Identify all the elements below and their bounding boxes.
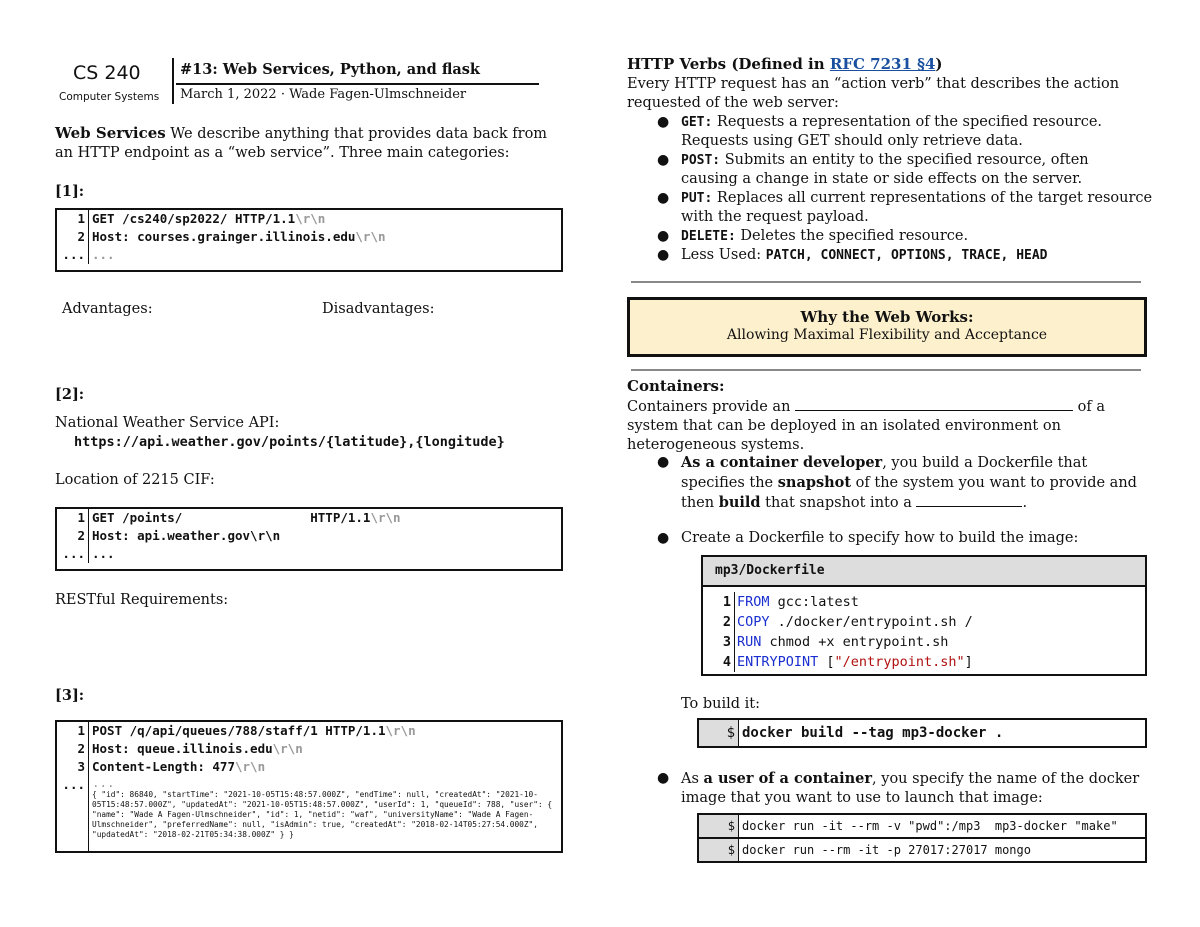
- disadvantages-label: Disadvantages:: [322, 301, 435, 317]
- code-ellipsis: ...: [92, 775, 115, 790]
- code-line: 4 ENTRYPOINT ["/entrypoint.sh"]: [703, 652, 1145, 672]
- location-label: Location of 2215 CIF:: [55, 472, 215, 488]
- code-text: GET /points/ HTTP/1.1: [92, 510, 371, 525]
- container-developer-item: ● As a container developer, you build a Dockerfile that specifies the snapshot of the system you want to provide and then build that snapshot into a .: [657, 454, 1137, 511]
- nws-url: https://api.weather.gov/points/{latitude},{longitude}: [74, 434, 505, 450]
- code-text: Host: api.weather.gov\r\n: [92, 528, 281, 543]
- crlf: \r\n: [272, 741, 303, 756]
- run-command-box-2: [697, 837, 1147, 863]
- why-title: Why the Web Works:: [800, 308, 974, 326]
- header-rule: [176, 83, 539, 85]
- line-number: ...: [57, 246, 89, 264]
- verb-keyword: PUT:: [681, 191, 713, 206]
- code-line: [57, 509, 561, 527]
- code-text: GET /cs240/sp2022/ HTTP/1.1: [92, 211, 296, 226]
- crlf: \r\n: [385, 723, 416, 738]
- verb-item-put: ● PUT: Replaces all current representations of the target resource with the request payload.: [657, 190, 1153, 225]
- code-line: [57, 545, 561, 563]
- containers-line3: heterogeneous systems.: [627, 437, 805, 453]
- json-body: { "id": 86840, "startTime": "2021-10-05T15:48:57.000Z", "endTime": null, "createdAt": "2021-10-05T15:48:57.000Z", "updatedAt": "2021-10-05T15:48:57.000Z", "userId": 1, "queueId": 788, "user": { "name": "Wade A Fagen-Ulmschneider", "id": 1, "netid": "waf", "universityName": "Wade A Fagen-Ulmschneider", "preferredName": null, "isAdmin": true, "createdAt": "2018-02-14T05:27:54.000Z", "updatedAt": "2018-02-21T05:34:38.000Z" } }: [92, 790, 553, 839]
- verb-desc: Replaces all current representations of the target resource: [712, 190, 1153, 206]
- intro-line2: an HTTP endpoint as a “web service”. Three main categories:: [55, 145, 510, 161]
- line-number: 2: [57, 527, 89, 545]
- line-number: 2: [57, 740, 89, 758]
- code-text: POST /q/api/queues/788/staff/1 HTTP/1.1: [92, 723, 386, 738]
- line-number: 2: [57, 228, 89, 246]
- http-verbs-heading: HTTP Verbs (Defined in RFC 7231 §4): [627, 55, 943, 73]
- json-body-row: [57, 776, 561, 851]
- to-build-label: To build it:: [681, 696, 761, 712]
- code-block-2: [55, 507, 563, 571]
- code-line: [57, 722, 561, 740]
- section3-label: [3]:: [55, 687, 85, 704]
- verb-desc: Requests using GET should only retrieve data.: [681, 133, 1023, 149]
- code-line: [57, 228, 561, 246]
- line-number: 3: [57, 758, 89, 776]
- verb-desc: with the request payload.: [681, 209, 869, 225]
- verb-keyword: DELETE:: [681, 229, 736, 244]
- code-text: Content-Length: 477: [92, 759, 235, 774]
- code-line: 3 RUN chmod +x entrypoint.sh: [703, 632, 1145, 652]
- http-verbs-list: [655, 113, 1152, 265]
- verb-item-post: ● POST: Submits an entity to the specified resource, often causing a change in state or side effects on the server.: [657, 152, 1089, 187]
- line-number: 1: [703, 592, 735, 612]
- verb-item-less-used: ● Less Used: PATCH, CONNECT, OPTIONS, TRACE, HEAD: [657, 247, 1048, 263]
- build-command: docker build --tag mp3-docker .: [742, 725, 1004, 741]
- verb-keyword: POST:: [681, 153, 721, 168]
- verb-item-get: ● GET: Requests a representation of the specified resource. Requests using GET should only retrieve data.: [657, 114, 1103, 149]
- line-number: ...: [57, 545, 89, 563]
- why-subtitle: Allowing Maximal Flexibility and Acceptance: [726, 327, 1048, 343]
- crlf: \r\n: [235, 759, 266, 774]
- container-user-item: ● As a user of a container, you specify the name of the docker image that you want to use to launch that image:: [657, 770, 1140, 806]
- run-command-1: docker run -it --rm -v "pwd":/mp3 mp3-docker "make": [742, 819, 1118, 833]
- line-number: 1: [57, 210, 89, 228]
- verbs-intro-line1: Every HTTP request has an “action verb” that describes the action: [627, 76, 1120, 92]
- divider: [631, 281, 1141, 283]
- line-number: 1: [57, 722, 89, 740]
- docker-string: "/entrypoint.sh": [834, 654, 965, 670]
- code-line: [57, 246, 561, 264]
- line-number: 4: [703, 652, 735, 672]
- containers-line1: Containers provide an: [627, 399, 796, 415]
- build-command-box: [697, 718, 1147, 748]
- code-text: Host: courses.grainger.illinois.edu: [92, 229, 356, 244]
- code-line: [57, 210, 561, 228]
- verb-desc: causing a change in state or side effects on the server.: [681, 171, 1083, 187]
- container-user-list: [655, 769, 1139, 808]
- shell-prompt: $: [699, 839, 739, 861]
- verb-item-delete: ● DELETE: Deletes the specified resource.: [657, 228, 969, 244]
- verb-keyword: GET:: [681, 115, 713, 130]
- code-line: [57, 740, 561, 758]
- verb-desc: Submits an entity to the specified resource, often: [720, 152, 1089, 168]
- section2-label: [2]:: [55, 386, 85, 403]
- docker-keyword: FROM: [737, 594, 770, 610]
- shell-prompt: $: [699, 815, 739, 837]
- course-code: CS 240: [73, 62, 141, 84]
- line-number: 3: [703, 632, 735, 652]
- containers-intro: Containers: Containers provide an of a system that can be deployed in an isolated environment on heterogeneous systems.: [627, 377, 1105, 453]
- advantages-label: Advantages:: [62, 301, 153, 317]
- crlf: \r\n: [355, 229, 386, 244]
- less-used-verbs: PATCH, CONNECT, OPTIONS, TRACE, HEAD: [765, 248, 1048, 263]
- http-verbs-block: [627, 55, 1119, 113]
- line-number: 2: [703, 612, 735, 632]
- code-ellipsis: ...: [92, 247, 115, 262]
- why-web-works-box: [627, 297, 1147, 357]
- nws-label: National Weather Service API:: [55, 415, 280, 431]
- lecture-date: March 1, 2022 · Wade Fagen-Ulmschneider: [180, 87, 467, 102]
- header-divider: [172, 58, 174, 104]
- code-line: [57, 758, 561, 776]
- docker-keyword: RUN: [737, 634, 762, 650]
- section1-label: [1]:: [55, 183, 85, 200]
- verb-desc: Deletes the specified resource.: [735, 228, 969, 244]
- less-used-label: Less Used:: [681, 247, 766, 263]
- line-number: 1: [57, 509, 89, 527]
- fill-in-blank: [795, 397, 1073, 411]
- containers-line2: system that can be deployed in an isolated environment on: [627, 418, 1061, 434]
- code-line: 1 FROM gcc:latest: [703, 592, 1145, 612]
- code-block-3: [55, 720, 563, 853]
- create-dockerfile-item: ● Create a Dockerfile to specify how to build the image:: [657, 530, 1079, 546]
- docker-keyword: COPY: [737, 614, 770, 630]
- container-dev-list: [655, 453, 1137, 513]
- code-line: 2 COPY ./docker/entrypoint.sh /: [703, 612, 1145, 632]
- code-line: [57, 527, 561, 545]
- shell-prompt: $: [699, 720, 739, 746]
- rfc-link[interactable]: RFC 7231 §4: [829, 55, 936, 73]
- code-text: Host: queue.illinois.edu: [92, 741, 273, 756]
- run-command-2: docker run --rm -it -p 27017:27017 mongo: [742, 843, 1031, 857]
- restful-label: RESTful Requirements:: [55, 592, 229, 608]
- lecture-title: #13: Web Services, Python, and flask: [180, 61, 480, 78]
- dockerfile-code: [701, 587, 1147, 676]
- divider: [631, 369, 1141, 371]
- verb-desc: Requests a representation of the specified resource.: [712, 114, 1103, 130]
- verbs-intro-line2: requested of the web server:: [627, 95, 839, 111]
- containers-heading: Containers:: [627, 377, 725, 395]
- docker-keyword: ENTRYPOINT: [737, 654, 819, 670]
- create-dockerfile-list: [655, 529, 1078, 548]
- code-block-1: [55, 208, 563, 272]
- run-command-box-1: [697, 813, 1147, 839]
- course-subtitle: Computer Systems: [59, 91, 160, 103]
- crlf: \r\n: [370, 510, 401, 525]
- web-services-intro: [55, 124, 547, 163]
- fill-in-blank: [916, 493, 1022, 507]
- line-number: ...: [57, 776, 89, 851]
- crlf: \r\n: [295, 211, 326, 226]
- web-services-heading: Web Services: [55, 124, 166, 142]
- dockerfile-header: mp3/Dockerfile: [701, 555, 1147, 587]
- code-text: ...: [92, 546, 115, 561]
- intro-line1: We describe anything that provides data back from: [165, 126, 548, 142]
